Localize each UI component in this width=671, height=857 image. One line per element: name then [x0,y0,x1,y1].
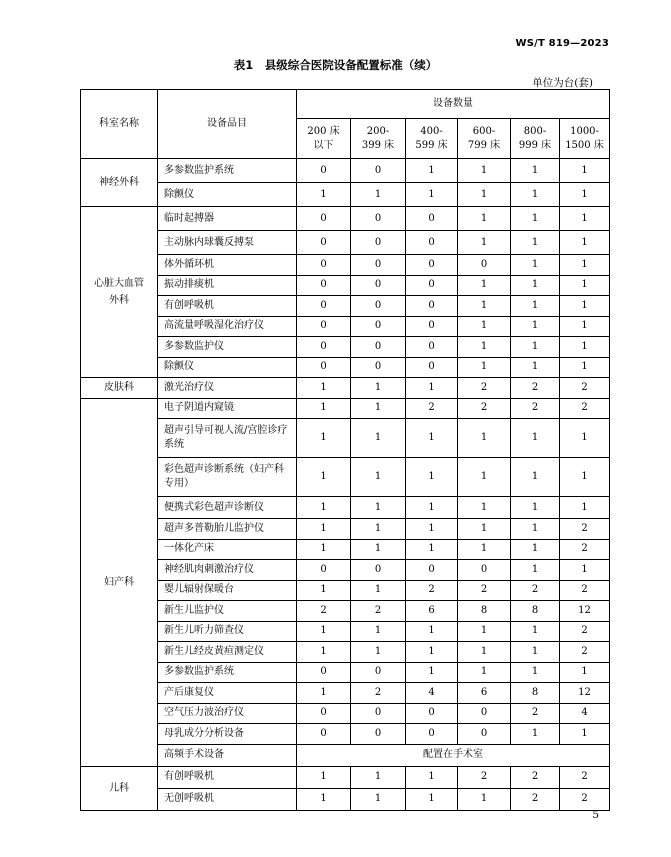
quantity-cell: 1 [511,560,560,581]
quantity-cell: 0 [351,159,406,183]
table-row [81,357,610,378]
bed-range-line2: 以下 [313,139,334,151]
bed-range-line2: 999 床 [518,139,552,151]
equipment-item: 一体化产床 [158,539,297,560]
quantity-cell: 1 [511,337,560,358]
equipment-item: 婴儿辐射保暖台 [158,580,297,601]
bed-range-line1: 600- [472,125,496,137]
table-row [81,662,610,683]
quantity-cell: 0 [297,207,351,231]
header-bed-range [297,119,351,159]
merged-quantity-cell: 配置在手术室 [297,744,610,766]
quantity-cell: 1 [560,724,610,745]
table-row [81,159,610,183]
quantity-cell: 0 [297,724,351,745]
quantity-cell: 1 [351,458,406,497]
quantity-cell: 0 [297,275,351,296]
table-body [81,90,610,811]
quantity-cell: 1 [406,621,458,642]
quantity-cell: 1 [458,662,511,683]
quantity-cell: 0 [351,560,406,581]
quantity-cell: 1 [560,275,610,296]
table-row [81,458,610,497]
table-row [81,621,610,642]
quantity-cell: 2 [511,766,560,788]
table-row [81,683,610,704]
quantity-cell: 1 [458,316,511,337]
table-row [81,398,610,419]
quantity-cell: 1 [458,357,511,378]
quantity-cell: 0 [351,231,406,255]
quantity-cell: 0 [297,255,351,276]
quantity-cell: 1 [351,398,406,419]
quantity-cell: 1 [406,159,458,183]
department-cell [81,378,158,399]
equipment-item: 有创呼吸机 [158,766,297,788]
quantity-cell: 1 [351,183,406,207]
table-row [81,231,610,255]
quantity-cell: 1 [458,337,511,358]
equipment-item: 产后康复仪 [158,683,297,704]
table-row [81,497,610,519]
quantity-cell: 1 [406,662,458,683]
quantity-cell: 2 [351,683,406,704]
equipment-item: 神经肌肉刺激治疗仪 [158,560,297,581]
quantity-cell: 1 [511,419,560,458]
quantity-cell: 4 [406,683,458,704]
quantity-cell: 0 [406,337,458,358]
standard-code: WS/T 819—2023 [515,38,609,49]
table-row [81,724,610,745]
quantity-cell: 1 [351,642,406,663]
quantity-cell: 1 [511,275,560,296]
quantity-cell: 1 [560,183,610,207]
quantity-cell: 1 [297,497,351,519]
quantity-cell: 2 [406,398,458,419]
quantity-cell: 0 [297,560,351,581]
quantity-cell: 2 [458,378,511,399]
quantity-cell: 1 [560,231,610,255]
equipment-item: 高频手术设备 [158,744,297,766]
quantity-cell: 1 [560,497,610,519]
table-row [81,580,610,601]
equipment-item: 新生儿听力筛查仪 [158,621,297,642]
quantity-cell: 1 [511,357,560,378]
department-cell [81,766,158,810]
quantity-cell: 0 [297,703,351,724]
quantity-cell: 0 [351,275,406,296]
equipment-item: 新生儿监护仪 [158,601,297,622]
equipment-item: 多参数监护仪 [158,337,297,358]
quantity-cell: 1 [511,316,560,337]
table-row [81,519,610,540]
header-equipment: 设备品目 [158,90,297,159]
quantity-cell: 0 [406,275,458,296]
quantity-cell: 1 [406,519,458,540]
header-bed-range [458,119,511,159]
table-row [81,642,610,663]
department-cell [81,207,158,378]
quantity-cell: 1 [406,378,458,399]
quantity-cell: 0 [297,662,351,683]
equipment-item: 便携式彩色超声诊断仪 [158,497,297,519]
quantity-cell: 1 [560,560,610,581]
quantity-cell: 1 [511,497,560,519]
quantity-cell: 1 [560,159,610,183]
quantity-cell: 4 [560,703,610,724]
table-row [81,419,610,458]
table-row [81,378,610,399]
quantity-cell: 1 [560,458,610,497]
quantity-cell: 1 [351,580,406,601]
quantity-cell: 1 [560,419,610,458]
quantity-cell: 1 [458,458,511,497]
quantity-cell: 1 [511,183,560,207]
quantity-cell: 1 [351,497,406,519]
equipment-item: 除颤仪 [158,183,297,207]
table-row [81,788,610,810]
quantity-cell: 1 [458,159,511,183]
quantity-cell: 2 [560,398,610,419]
quantity-cell: 0 [458,255,511,276]
quantity-cell: 8 [511,601,560,622]
department-name-line1: 神经外科 [99,177,139,188]
quantity-cell: 2 [560,642,610,663]
quantity-cell: 1 [297,398,351,419]
quantity-cell: 2 [511,378,560,399]
equipment-table [80,89,610,811]
quantity-cell: 1 [351,419,406,458]
quantity-cell: 0 [351,337,406,358]
quantity-cell: 1 [458,519,511,540]
quantity-cell: 0 [406,357,458,378]
quantity-cell: 1 [297,580,351,601]
bed-range-line1: 200 床 [307,125,340,137]
equipment-item: 彩色超声诊断系统（妇产科专用） [158,458,297,497]
quantity-cell: 0 [458,724,511,745]
quantity-cell: 0 [351,357,406,378]
quantity-cell: 1 [511,539,560,560]
quantity-cell: 1 [351,539,406,560]
quantity-cell: 2 [560,580,610,601]
quantity-cell: 1 [458,231,511,255]
table-row [81,703,610,724]
quantity-cell: 1 [458,275,511,296]
quantity-cell: 6 [458,683,511,704]
equipment-item: 振动排痰机 [158,275,297,296]
equipment-item: 主动脉内球囊反搏泵 [158,231,297,255]
quantity-cell: 1 [511,642,560,663]
quantity-cell: 1 [458,183,511,207]
quantity-cell: 1 [511,621,560,642]
quantity-cell: 1 [458,497,511,519]
quantity-cell: 0 [458,560,511,581]
quantity-cell: 1 [297,683,351,704]
quantity-cell: 1 [458,621,511,642]
header-bed-range [560,119,610,159]
quantity-cell: 1 [458,642,511,663]
quantity-cell: 1 [297,766,351,788]
equipment-item: 激光治疗仪 [158,378,297,399]
equipment-item: 临时起搏器 [158,207,297,231]
quantity-cell: 1 [406,788,458,810]
quantity-cell: 0 [297,296,351,317]
quantity-cell: 1 [560,316,610,337]
quantity-cell: 0 [297,231,351,255]
quantity-cell: 1 [511,207,560,231]
quantity-cell: 1 [297,519,351,540]
header-bed-range [511,119,560,159]
equipment-item: 电子阴道内窥镜 [158,398,297,419]
quantity-cell: 1 [511,662,560,683]
quantity-cell: 2 [560,766,610,788]
equipment-item: 空气压力波治疗仪 [158,703,297,724]
quantity-cell: 8 [511,683,560,704]
quantity-cell: 1 [406,539,458,560]
equipment-item: 除颤仪 [158,357,297,378]
quantity-cell: 0 [458,703,511,724]
quantity-cell: 2 [351,601,406,622]
quantity-cell: 1 [458,539,511,560]
table-row [81,744,610,766]
quantity-cell: 1 [351,766,406,788]
department-cell [81,398,158,766]
quantity-cell: 1 [406,497,458,519]
quantity-cell: 1 [297,621,351,642]
quantity-cell: 1 [560,357,610,378]
quantity-cell: 1 [406,183,458,207]
equipment-item: 无创呼吸机 [158,788,297,810]
quantity-cell: 0 [351,255,406,276]
department-name-line1: 皮肤科 [104,382,134,394]
quantity-cell: 0 [406,296,458,317]
department-name-line1: 心脏大血管 [94,278,144,289]
quantity-cell: 0 [351,296,406,317]
quantity-cell: 1 [406,419,458,458]
quantity-cell: 1 [511,296,560,317]
table-row [81,207,610,231]
quantity-cell: 1 [297,539,351,560]
bed-range-line2: 399 床 [361,139,395,151]
quantity-cell: 1 [560,207,610,231]
quantity-cell: 1 [406,458,458,497]
quantity-cell: 1 [511,255,560,276]
header-bed-range [351,119,406,159]
bed-range-line2: 1500 床 [565,139,604,151]
table-row [81,560,610,581]
quantity-cell: 2 [511,580,560,601]
equipment-item: 超声引导可视人流/宫腔诊疗系统 [158,419,297,458]
quantity-cell: 2 [458,398,511,419]
quantity-cell: 1 [560,296,610,317]
quantity-cell: 2 [458,580,511,601]
bed-range-line1: 200- [366,125,390,137]
quantity-cell: 0 [297,316,351,337]
quantity-cell: 1 [297,642,351,663]
quantity-cell: 0 [351,316,406,337]
equipment-item: 新生儿经皮黄疸测定仪 [158,642,297,663]
table-row [81,275,610,296]
bed-range-line1: 1000- [570,125,599,137]
quantity-cell: 2 [297,601,351,622]
quantity-cell: 2 [511,398,560,419]
quantity-cell: 1 [297,378,351,399]
quantity-cell: 2 [511,788,560,810]
page-number: 5 [592,809,599,821]
table-row [81,337,610,358]
department-name-line1: 妇产科 [104,576,134,588]
equipment-item: 母乳成分分析设备 [158,724,297,745]
quantity-cell: 1 [511,458,560,497]
quantity-cell: 1 [511,159,560,183]
bed-range-line2: 599 床 [415,139,448,151]
quantity-cell: 0 [297,337,351,358]
equipment-item: 有创呼吸机 [158,296,297,317]
quantity-cell: 0 [351,207,406,231]
table-row [81,316,610,337]
quantity-cell: 1 [297,458,351,497]
equipment-item: 超声多普勒胎儿监护仪 [158,519,297,540]
quantity-cell: 0 [351,724,406,745]
header-bed-range [406,119,458,159]
quantity-cell: 1 [406,766,458,788]
equipment-item: 多参数监护系统 [158,662,297,683]
quantity-cell: 1 [351,788,406,810]
quantity-cell: 2 [560,519,610,540]
table-row [81,539,610,560]
quantity-cell: 12 [560,683,610,704]
quantity-cell: 1 [458,207,511,231]
quantity-cell: 0 [297,159,351,183]
equipment-item: 多参数监护系统 [158,159,297,183]
department-name-line1: 儿科 [109,782,129,794]
bed-range-line2: 799 床 [467,139,501,151]
department-name-line2: 外科 [109,295,129,306]
quantity-cell: 12 [560,601,610,622]
quantity-cell: 1 [406,642,458,663]
quantity-cell: 1 [560,337,610,358]
quantity-cell: 1 [351,378,406,399]
quantity-cell: 1 [351,621,406,642]
table-row [81,296,610,317]
equipment-item: 高流量呼吸湿化治疗仪 [158,316,297,337]
equipment-item: 体外循环机 [158,255,297,276]
quantity-cell: 0 [406,231,458,255]
quantity-cell: 2 [406,580,458,601]
table-row [81,766,610,788]
quantity-cell: 1 [458,419,511,458]
quantity-cell: 0 [406,316,458,337]
quantity-cell: 0 [351,662,406,683]
unit-note: 单位为台(套) [532,77,593,89]
table-row [81,183,610,207]
quantity-cell: 8 [458,601,511,622]
quantity-cell: 1 [297,419,351,458]
quantity-cell: 1 [560,662,610,683]
quantity-cell: 1 [511,519,560,540]
quantity-cell: 1 [458,296,511,317]
department-cell [81,159,158,207]
quantity-cell: 0 [406,255,458,276]
quantity-cell: 2 [458,766,511,788]
table-title: 表1 县级综合医院设备配置标准（续） [233,58,438,72]
quantity-cell: 2 [560,788,610,810]
quantity-cell: 1 [351,519,406,540]
quantity-cell: 1 [560,255,610,276]
quantity-cell: 1 [511,724,560,745]
header-department: 科室名称 [81,90,158,159]
table-row [81,255,610,276]
quantity-cell: 1 [511,231,560,255]
header-quantity: 设备数量 [297,90,610,119]
quantity-cell: 0 [351,703,406,724]
bed-range-line1: 800- [523,125,547,137]
quantity-cell: 0 [297,357,351,378]
quantity-cell: 1 [458,788,511,810]
bed-range-line1: 400- [420,125,443,137]
quantity-cell: 6 [406,601,458,622]
quantity-cell: 1 [297,788,351,810]
quantity-cell: 0 [406,560,458,581]
quantity-cell: 0 [406,207,458,231]
table-row [81,601,610,622]
quantity-cell: 2 [560,378,610,399]
quantity-cell: 2 [560,539,610,560]
quantity-cell: 0 [406,724,458,745]
quantity-cell: 0 [406,703,458,724]
quantity-cell: 1 [297,183,351,207]
quantity-cell: 2 [560,621,610,642]
quantity-cell: 2 [511,703,560,724]
